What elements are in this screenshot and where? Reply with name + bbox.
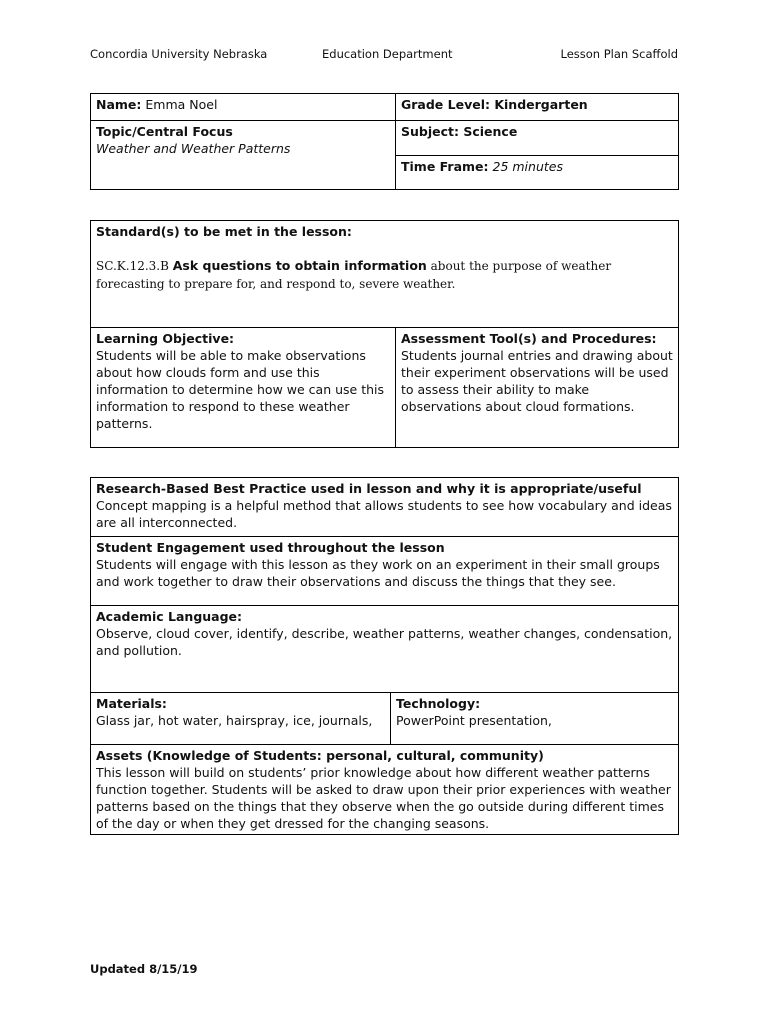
- assets-text: This lesson will build on students’ prior knowledge about how different weather patterns function together. Students will be asked to draw upon their prior experiences with weather patterns based on the things that they observe when the go outside during different times of the day or when they get dressed for the changing seasons.: [96, 765, 671, 831]
- topic-value: Weather and Weather Patterns: [96, 141, 291, 156]
- time-value: 25 minutes: [492, 159, 563, 174]
- materials-label: Materials:: [96, 696, 167, 711]
- objective-cell: [91, 328, 396, 448]
- academic-language-cell: [91, 606, 679, 693]
- standard-text: [96, 257, 673, 293]
- technology-cell: [391, 693, 679, 745]
- assets-label: Assets (Knowledge of Students: personal, cultural, community): [96, 748, 544, 763]
- academic-language-text: Observe, cloud cover, identify, describe, weather patterns, weather changes, condensation, and pollution.: [96, 626, 673, 658]
- practice-table: [90, 477, 679, 835]
- standards-table: [90, 220, 679, 448]
- standards-label: Standard(s) to be met in the lesson:: [96, 224, 352, 239]
- technology-label: Technology:: [396, 696, 481, 711]
- grade-cell: [396, 94, 679, 121]
- name-cell: [91, 94, 396, 121]
- name-value: Emma Noel: [145, 97, 218, 112]
- engagement-text: Students will engage with this lesson as they work on an experiment in their small groups and work together to draw their observations and discuss the things that they see.: [96, 557, 660, 589]
- header-university: Concordia University Nebraska: [90, 47, 268, 61]
- research-label: Research-Based Best Practice used in lesson and why it is appropriate/useful: [96, 481, 642, 496]
- standards-cell: [91, 221, 679, 328]
- materials-cell: [91, 693, 391, 745]
- engagement-label: Student Engagement used throughout the lesson: [96, 540, 445, 555]
- technology-text: PowerPoint presentation,: [396, 713, 552, 728]
- info-table: [90, 93, 679, 190]
- name-label: Name:: [96, 97, 142, 112]
- research-cell: [91, 478, 679, 537]
- engagement-cell: [91, 537, 679, 606]
- objective-label: Learning Objective:: [96, 331, 235, 346]
- time-label: Time Frame:: [401, 159, 489, 174]
- assets-cell: [91, 745, 679, 835]
- subject-label: Subject: Science: [401, 124, 518, 139]
- assessment-text: Students journal entries and drawing about their experiment observations will be used to assess their ability to make observations about cloud formations.: [401, 348, 673, 414]
- research-text: Concept mapping is a helpful method that allows students to see how vocabulary and ideas are all interconnected.: [96, 498, 672, 530]
- assessment-label: Assessment Tool(s) and Procedures:: [401, 331, 657, 346]
- standard-bold: Ask questions to obtain information: [172, 258, 427, 273]
- objective-text: Students will be able to make observations about how clouds form and use this information to determine how we can use this information to respond to these weather patterns.: [96, 348, 385, 431]
- assessment-cell: [396, 328, 679, 448]
- academic-language-label: Academic Language:: [96, 609, 243, 624]
- standard-code: SC.K.12.3.B: [96, 259, 169, 273]
- updated-date: Updated 8/15/19: [90, 962, 198, 976]
- materials-text: Glass jar, hot water, hairspray, ice, journals,: [96, 713, 373, 728]
- grade-label: Grade Level: Kindergarten: [401, 97, 588, 112]
- topic-cell: [91, 121, 396, 190]
- time-cell: [396, 156, 679, 190]
- page-header: [90, 47, 678, 63]
- header-document-type: Lesson Plan Scaffold: [560, 47, 678, 61]
- subject-cell: [396, 121, 679, 156]
- standard-rest: about the purpose of weather forecasting to prepare for, and respond to, severe weather.: [96, 259, 612, 291]
- topic-label: Topic/Central Focus: [96, 124, 233, 139]
- header-department: Education Department: [322, 47, 453, 61]
